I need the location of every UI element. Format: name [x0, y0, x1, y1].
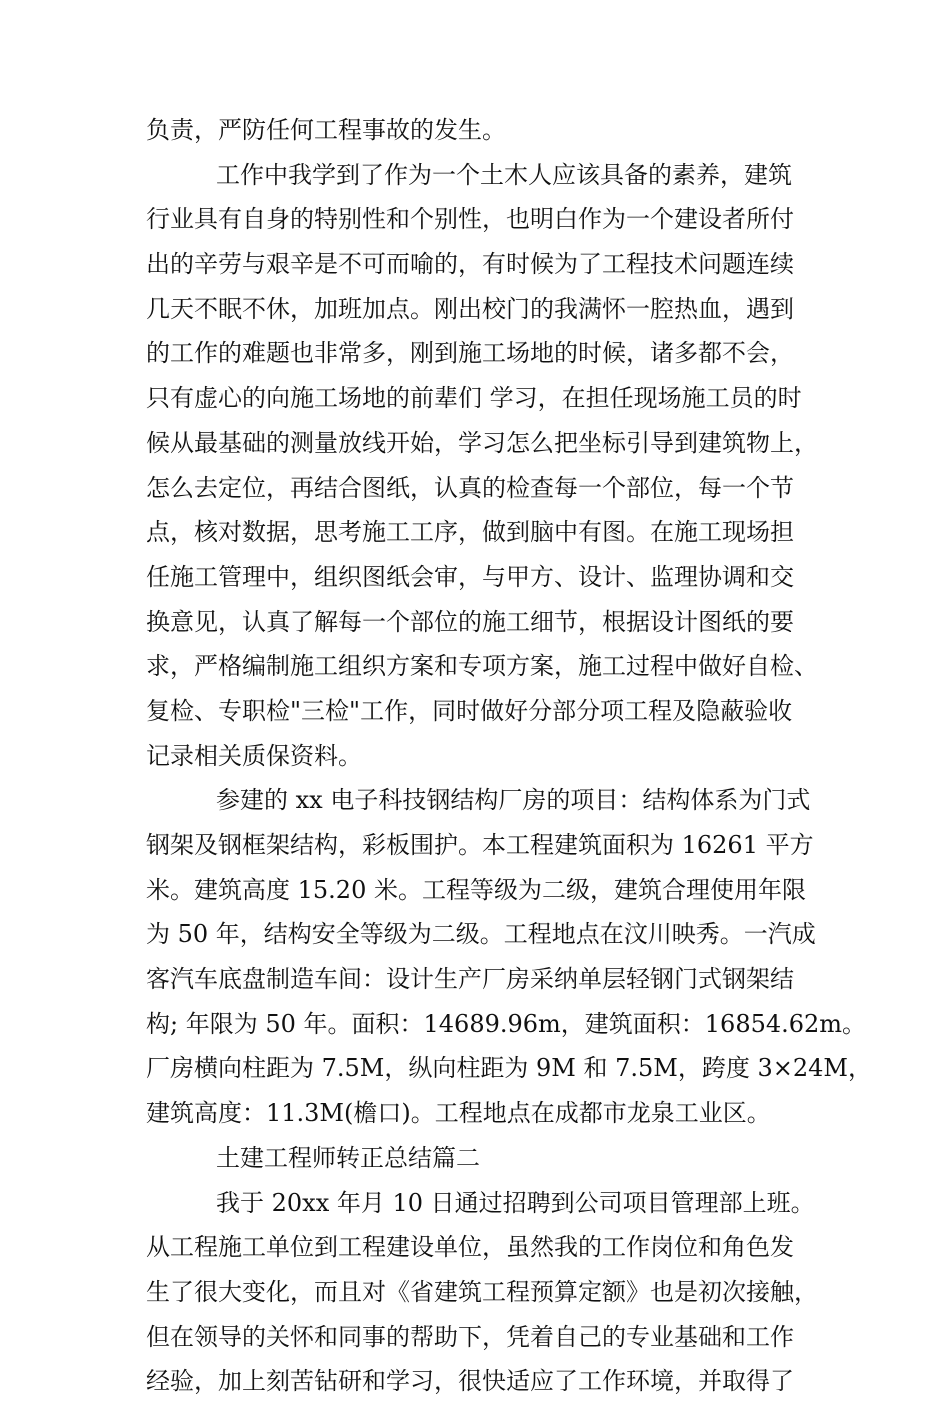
text-line: 为 50 年，结构安全等级为二级。工程地点在汶川映秀。一汽成 [146, 920, 816, 949]
text-line: 生了很大变化，而且对《省建筑工程预算定额》也是初次接触， [146, 1277, 818, 1306]
section-heading: 土建工程师转正总结篇二 [216, 1143, 480, 1172]
text-line: 任施工管理中，组织图纸会审，与甲方、设计、监理协调和交 [146, 562, 794, 591]
text-line: 记录相关质保资料。 [146, 741, 362, 770]
text-line: 经验，加上刻苦钻研和学习，很快适应了工作环境，并取得了 [146, 1367, 794, 1396]
text-line: 点，核对数据，思考施工工序，做到脑中有图。在施工现场担 [146, 518, 794, 547]
text-line: 行业具有自身的特别性和个别性，也明白作为一个建设者所付 [146, 205, 794, 234]
text-line: 只有虚心的向施工场地的前辈们 学习，在担任现场施工员的时 [146, 384, 802, 413]
document-body [146, 108, 872, 1404]
text-line: 怎么去定位，再结合图纸，认真的检查每一个部位，每一个节 [146, 473, 794, 502]
paragraph-start: 参建的 xx 电子科技钢结构厂房的项目：结构体系为门式 [216, 786, 811, 815]
paragraph-start: 我于 20xx 年月 10 日通过招聘到公司项目管理部上班。 [216, 1188, 815, 1217]
text-line: 客汽车底盘制造车间：设计生产厂房采纳单层轻钢门式钢架结 [146, 965, 794, 994]
text-line: 建筑高度：11.3M(檐口)。工程地点在成都市龙泉工业区。 [146, 1099, 771, 1128]
text-line: 换意见，认真了解每一个部位的施工细节，根据设计图纸的要 [146, 607, 794, 636]
text-line: 几天不眠不休，加班加点。刚出校门的我满怀一腔热血，遇到 [146, 294, 794, 323]
text-line: 负责，严防任何工程事故的发生。 [146, 116, 506, 144]
text-line: 从工程施工单位到工程建设单位，虽然我的工作岗位和角色发 [146, 1233, 794, 1262]
text-line: 钢架及钢框架结构，彩板围护。本工程建筑面积为 16261 平方 [146, 831, 814, 859]
text-line: 复检、专职检"三检"工作，同时做好分部分项工程及隐蔽验收 [146, 696, 793, 725]
text-line: 候从最基础的测量放线开始，学习怎么把坐标引导到建筑物上， [146, 428, 818, 457]
text-line: 米。建筑高度 15.20 米。工程等级为二级，建筑合理使用年限 [146, 875, 806, 904]
text-line: 构; 年限为 50 年。面积：14689.96m，建筑面积：16854.62m。 [146, 1009, 867, 1038]
text-line: 厂房横向柱距为 7.5M，纵向柱距为 9M 和 7.5M，跨度 3×24M， [146, 1054, 872, 1083]
text-line: 求，严格编制施工组织方案和专项方案，施工过程中做好自检、 [146, 652, 818, 681]
text-line: 但在领导的关怀和同事的帮助下，凭着自己的专业基础和工作 [146, 1322, 794, 1351]
text-line: 的工作的难题也非常多，刚到施工场地的时候，诸多都不会， [146, 339, 794, 368]
paragraph-start: 工作中我学到了作为一个土木人应该具备的素养，建筑 [216, 160, 792, 189]
text-line: 出的辛劳与艰辛是不可而喻的，有时候为了工程技术问题连续 [146, 250, 794, 279]
